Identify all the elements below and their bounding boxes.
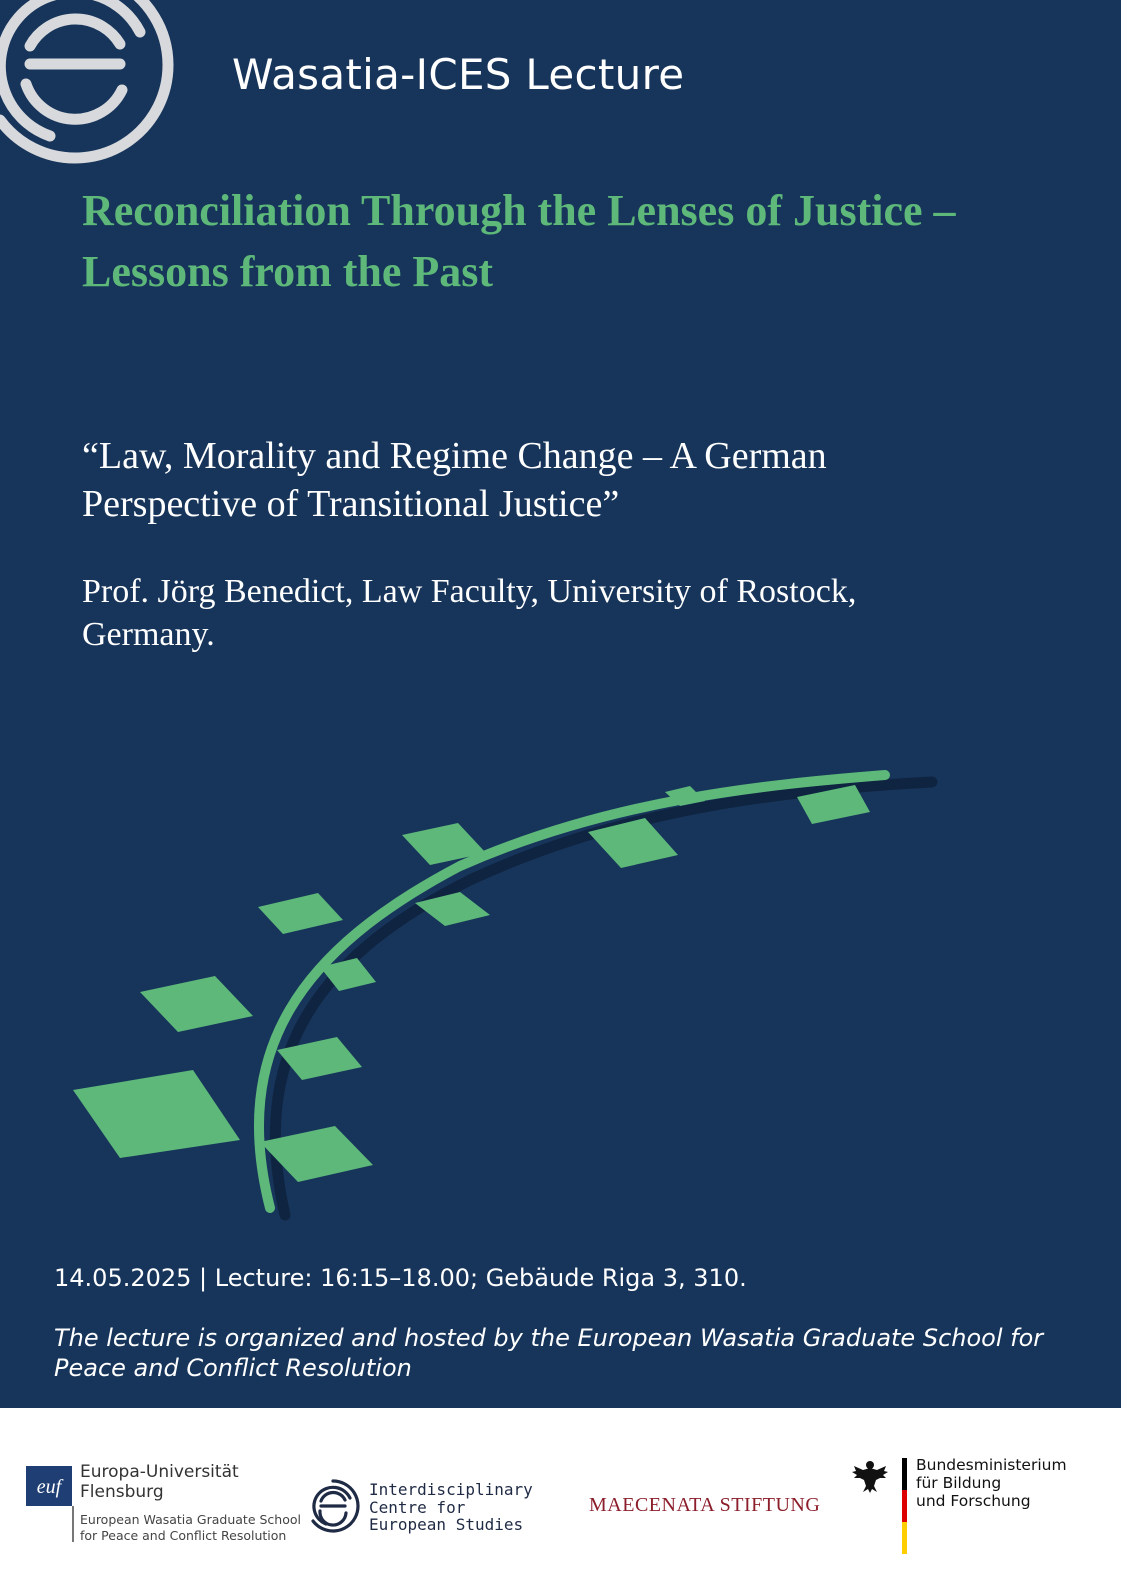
- euf-logo-icon: [26, 1466, 72, 1506]
- ices-line-3: European Studies: [369, 1515, 524, 1534]
- organizer-line-2: Peace and Conflict Resolution: [54, 1354, 412, 1382]
- euf-name-line-1: Europa-Universität: [80, 1462, 239, 1482]
- title-line-2: Lessons from the Past: [82, 247, 494, 296]
- ices-line-1: Interdisciplinary: [369, 1480, 533, 1499]
- speaker-line-1: Prof. Jörg Benedict, Law Faculty, University of Rostock,: [82, 573, 857, 610]
- title-line-1: Reconciliation Through the Lenses of Justice –: [82, 186, 956, 235]
- series-title: Wasatia-ICES Lecture: [232, 50, 685, 99]
- euf-logo: [26, 1462, 316, 1552]
- euf-divider: [72, 1506, 74, 1542]
- bmbf-line-1: Bundesministerium: [916, 1456, 1067, 1474]
- bmbf-line-3: und Forschung: [916, 1492, 1031, 1510]
- euf-school-line-2: for Peace and Conflict Resolution: [80, 1528, 287, 1543]
- organizer-line-1: The lecture is organized and hosted by the European Wasatia Graduate School for: [54, 1324, 1044, 1352]
- federal-eagle-icon: [850, 1456, 890, 1496]
- speaker-line-2: Germany.: [82, 616, 215, 653]
- bmbf-name: [916, 1456, 1067, 1510]
- talk-title-line-1: “Law, Morality and Regime Change – A German: [82, 435, 827, 477]
- ices-logo-small-icon: [305, 1478, 361, 1534]
- bmbf-logo: [850, 1456, 1090, 1556]
- maecenata-logo: MAECENATA STIFTUNG: [589, 1494, 821, 1516]
- ices-line-2: Centre for: [369, 1497, 466, 1517]
- event-date-venue: 14.05.2025 | Lecture: 16:15–18.00; Gebäude Riga 3, 310.: [54, 1264, 747, 1292]
- talk-title-line-2: Perspective of Transitional Justice”: [82, 483, 620, 525]
- organizer-note: [54, 1323, 1094, 1383]
- bmbf-line-2: für Bildung: [916, 1474, 1002, 1492]
- german-flag-bar: [902, 1458, 907, 1554]
- euf-school-line-1: European Wasatia Graduate School: [80, 1512, 301, 1527]
- ices-logo: [305, 1478, 565, 1538]
- ices-name: [369, 1481, 533, 1534]
- euf-name-line-2: Flensburg: [80, 1482, 164, 1502]
- svg-text:euf: euf: [36, 1476, 62, 1498]
